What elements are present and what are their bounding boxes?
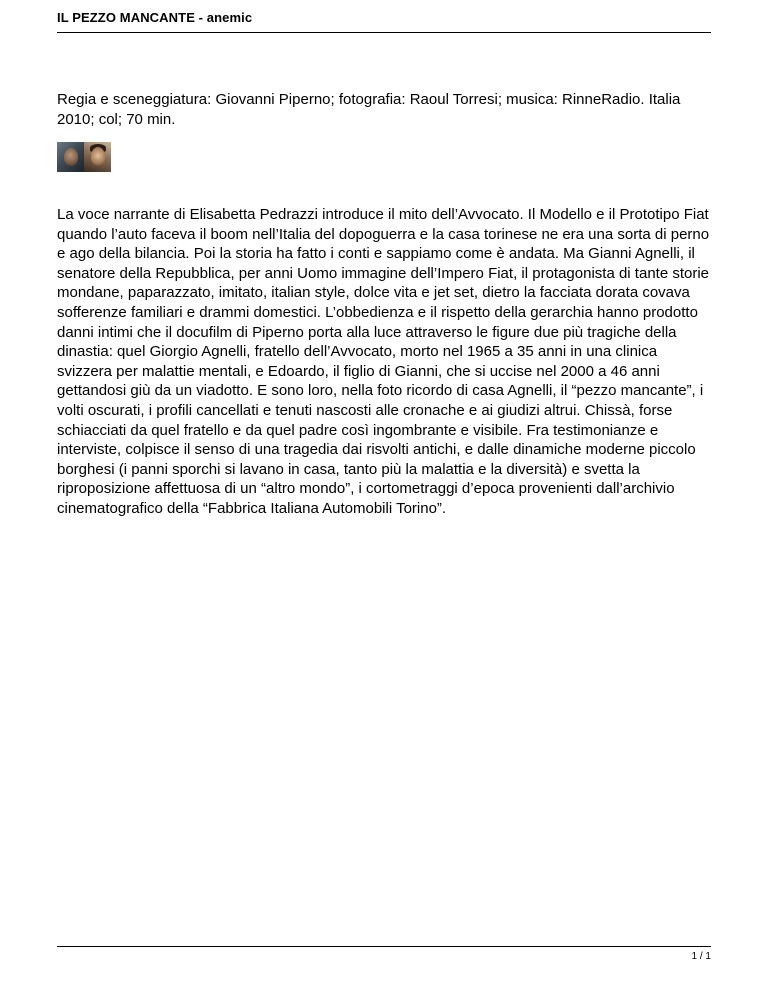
document-title: IL PEZZO MANCANTE - anemic	[57, 10, 253, 25]
page-number: 1 / 1	[691, 951, 711, 962]
review-paragraph: La voce narrante di Elisabetta Pedrazzi introduce il mito dell’Avvocato. Il Modello e il Prototipo Fiat quando l’auto faceva il boom nell’Italia del dopoguerra e la casa torinese ne era una sorta di perno e ago della bilancia. Poi la storia ha fatto i conti e sappiamo come è andata. Ma Gianni Agnelli, il senatore della Repubblica, per anni Uomo immagine dell’Impero Fiat, il protagonista di tante storie mondane, paparazzato, imitato, italian style, dolce vita e jet set, dietro la facciata dorata covava sofferenze familiari e drammi domestici. L’obbedienza e il rispetto della gerarchia hanno prodotto danni intimi che il docufilm di Piperno porta alla luce attraverso le figure due più tragiche della dinastia: quel Giorgio Agnelli, fratello dell’Avvocato, morto nel 1965 a 35 anni in una clinica svizzera per malattie mentali, e Edoardo, il figlio di Gianni, che si uccise nel 2000 a 46 anni gettandosi giù da un viadotto. E sono loro, nella foto ricordo di casa Agnelli, il “pezzo mancante”, i volti oscurati, i profili cancellati e tenuti nascosti alle cronache e ai giudizi altrui. Chissà, forse schiacciati da quel fratello e da quel padre così ingombrante e visibile. Fra testimonianze e interviste, colpisce il senso di una tragedia dai risvolti antichi, e dalle dinamiche moderne piccolo borghesi (i panni sporchi si lavano in casa, tanto più la malattia e la diversità) e svetta la riproposizione affettuosa di un “altro mondo”, i cortometraggi d’epoca provenienti dall’archivio cinematografico della “Fabbrica Italiana Automobili Torino”.	[57, 206, 710, 517]
header-divider	[57, 32, 711, 33]
footer-divider	[57, 946, 711, 947]
film-credits: Regia e sceneggiatura: Giovanni Piperno; fotografia: Raoul Torresi; musica: RinneRadio. Italia 2010; col; 70 min.	[57, 91, 681, 128]
still-face-right	[91, 147, 105, 166]
still-face-left	[64, 148, 78, 166]
film-still-image	[57, 142, 111, 172]
